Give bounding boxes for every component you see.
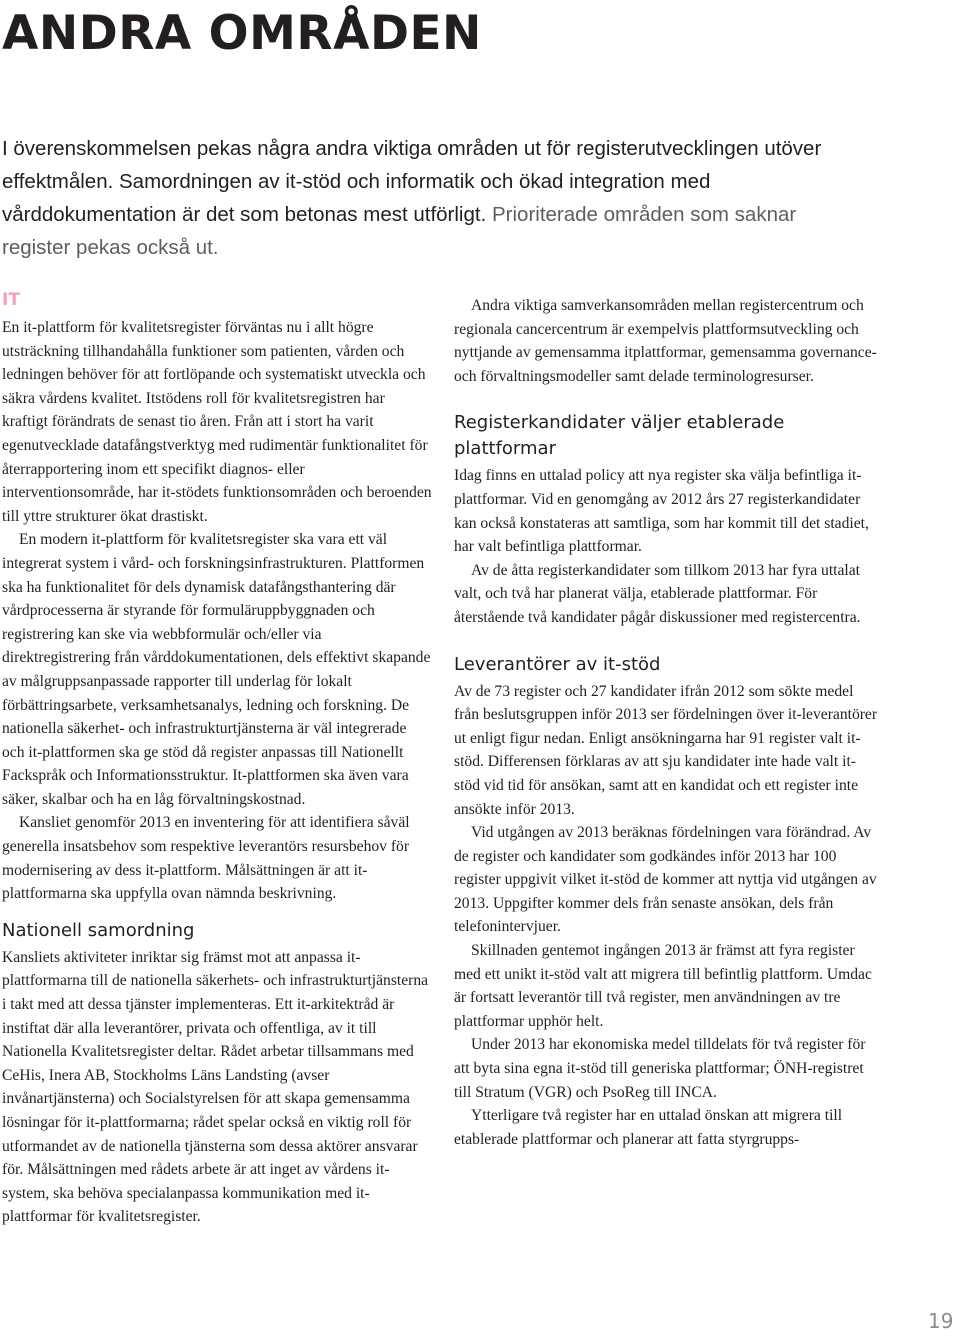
leverantorer-paragraph-3: Skillnaden gentemot ingången 2013 är främst att fyra register med ett unikt it-stöd valt att migrera till befintlig plattform. Umdac är fortsatt leverantör till två register, men användningen av tre plattformar upphör helt. bbox=[454, 942, 872, 1030]
leverantorer-paragraph-4: Under 2013 har ekonomiska medel tilldelats för två register för att byta sina egna it-stöd till generiska plattformar; ÖNH-registret till Stratum (VGR) och PsoReg till INCA. bbox=[454, 1036, 866, 1101]
section-kandidater-heading: Registerkandidater väljer etablerade plattformar bbox=[454, 412, 785, 460]
section-leverantorer-heading: Leverantörer av it-stöd bbox=[454, 653, 661, 675]
page-number: 19 bbox=[928, 1309, 954, 1333]
it-paragraph-1: En it-plattform för kvalitetsregister förväntas nu i allt högre utsträckning tillhandahålla funktioner som patienten, vården och ledningen behöver för att fortlöpande och systematiskt utveckla och säkra vårdens kvalitet. Itstödens roll för kvalitetsregistren har kraftigt förändrats de senast tio åren. Från att i stort ha varit egenutvecklade datafångstverktyg med rudimentär funktionalitet för återrapportering inom ett specifikt diagnos- eller interventionsområde, har it-stödets funktionsområden och beroenden till yttre strukturer ökat drastiskt. bbox=[2, 319, 432, 525]
section-samordning-heading: Nationell samordning bbox=[2, 919, 195, 941]
left-column bbox=[2, 290, 432, 1229]
samordning-paragraph-2: Andra viktiga samverkansområden mellan registercentrum och regionala cancercentrum är exempelvis plattformsutveckling och nyttjande av gemensamma itplattformar, gemensamma governance- och förvaltningsmodeller samt delade terminologresurser. bbox=[454, 297, 877, 385]
intro-paragraph bbox=[2, 132, 852, 264]
leverantorer-paragraph-2: Vid utgången av 2013 beräknas fördelningen vara förändrad. Av de register och kandidater som godkändes inför 2013 har 100 register uppgivit vilket it-stöd de kommer att nyttja vid utgången av 2013. Uppgifter kommer dels från senaste ansökan, dels från telefonintervjuer. bbox=[454, 824, 877, 936]
page-title: ANDRA OMRÅDEN bbox=[2, 6, 482, 61]
right-column bbox=[454, 294, 879, 1151]
kandidater-paragraph-2: Av de åtta registerkandidater som tillkom 2013 har fyra uttalat valt, och två har planerat välja, etablerade plattformar. För återstående två kandidater pågår diskussioner med registercentra. bbox=[454, 561, 861, 626]
it-paragraph-3: Kansliet genomför 2013 en inventering för att identifiera såväl generella insatsbehov som respektive leverantörs resursbehov för modernisering av dess it-plattform. Målsättningen är att it-plattformarna ska uppfylla ovan nämnda beskrivning. bbox=[2, 814, 410, 903]
section-it-kicker: IT bbox=[2, 290, 20, 310]
leverantorer-paragraph-1: Av de 73 register och 27 kandidater ifrån 2012 som sökte medel från beslutsgruppen inför 2013 ser fördelningen över it-leverantörer ut enligt figur nedan. Enligt ansökningarna har 91 register valt it-stöd. Differensen förklaras av att sju kandidater inte hade valt it-stöd vid tid för ansökan, samt att en kandidat och ett register inte ansökte inför 2013. bbox=[454, 682, 878, 818]
it-paragraph-2: En modern it-plattform för kvalitetsregister ska vara ett väl integrerat system i vård- och forskningsinfrastrukturen. Plattformen ska ha funktionalitet för dels dynamisk datafångsthantering där vårdprocesserna är styrande för formuläruppbyggnaden och registrering kan ske via webbformulär och/eller via direktregistrering från vårddokumentationen, dels effektivt skapande av målgruppsanpassade rapporter till underlag för lokalt förbättringsarbete, verksamhetsanalys, ledning och forskning. De nationella säkerhet- och infrastrukturtjänsterna är väl integrerade och it-plattformen ska ge stöd då register anpassas till Nationellt Fackspråk och Informationsstruktur. It-plattformen ska även vara säker, skalbar och ha en låg förvaltningskostnad. bbox=[2, 531, 431, 808]
kandidater-paragraph-1: Idag finns en uttalad policy att nya register ska välja befintliga it-plattformar. Vid en genomgång av 2012 års 27 registerkandidater kan också konstateras att samtliga, som har kommit till det stadiet, har valt befintliga plattformar. bbox=[454, 467, 869, 556]
intro-dim-text: Prioriterade områden som saknar register pekas också ut. bbox=[2, 203, 797, 259]
leverantorer-paragraph-5: Ytterligare två register har en uttalad önskan att migrera till etablerade plattformar och planerar att fatta styrgrupps- bbox=[454, 1107, 843, 1148]
samordning-paragraph-1: Kansliets aktiviteter inriktar sig främst mot att anpassa it-plattformarna till de nationella säkerhets- och infrastrukturtjänsterna i takt med att dessa tjänster implementeras. Ett it-arkitektråd är instiftat där alla leverantörer, privata och offentliga, av it till Nationella Kvalitetsregister deltar. Rådet arbetar tillsammans med CeHis, Inera AB, Stockholms Läns Landsting (avser invånartjänsterna) och Socialstyrelsen för att skapa gemensamma lösningar för it-plattformarna; rådet spelar också en viktig roll för utformandet av de nationella tjänsterna som dessa aktörer ansvarar för. Målsättningen med rådets arbete är att inget av vårdens it-system, ska behöva specialanpassa kommunikation med it-plattformar för kvalitetsregister. bbox=[2, 948, 429, 1226]
intro-main-text: I överenskommelsen pekas några andra viktiga områden ut för registerutvecklingen utöver effektmålen. Samordningen av it-stöd och informatik och ökad integration med vårddokumentation är det som betonas mest utförligt. bbox=[2, 137, 822, 226]
